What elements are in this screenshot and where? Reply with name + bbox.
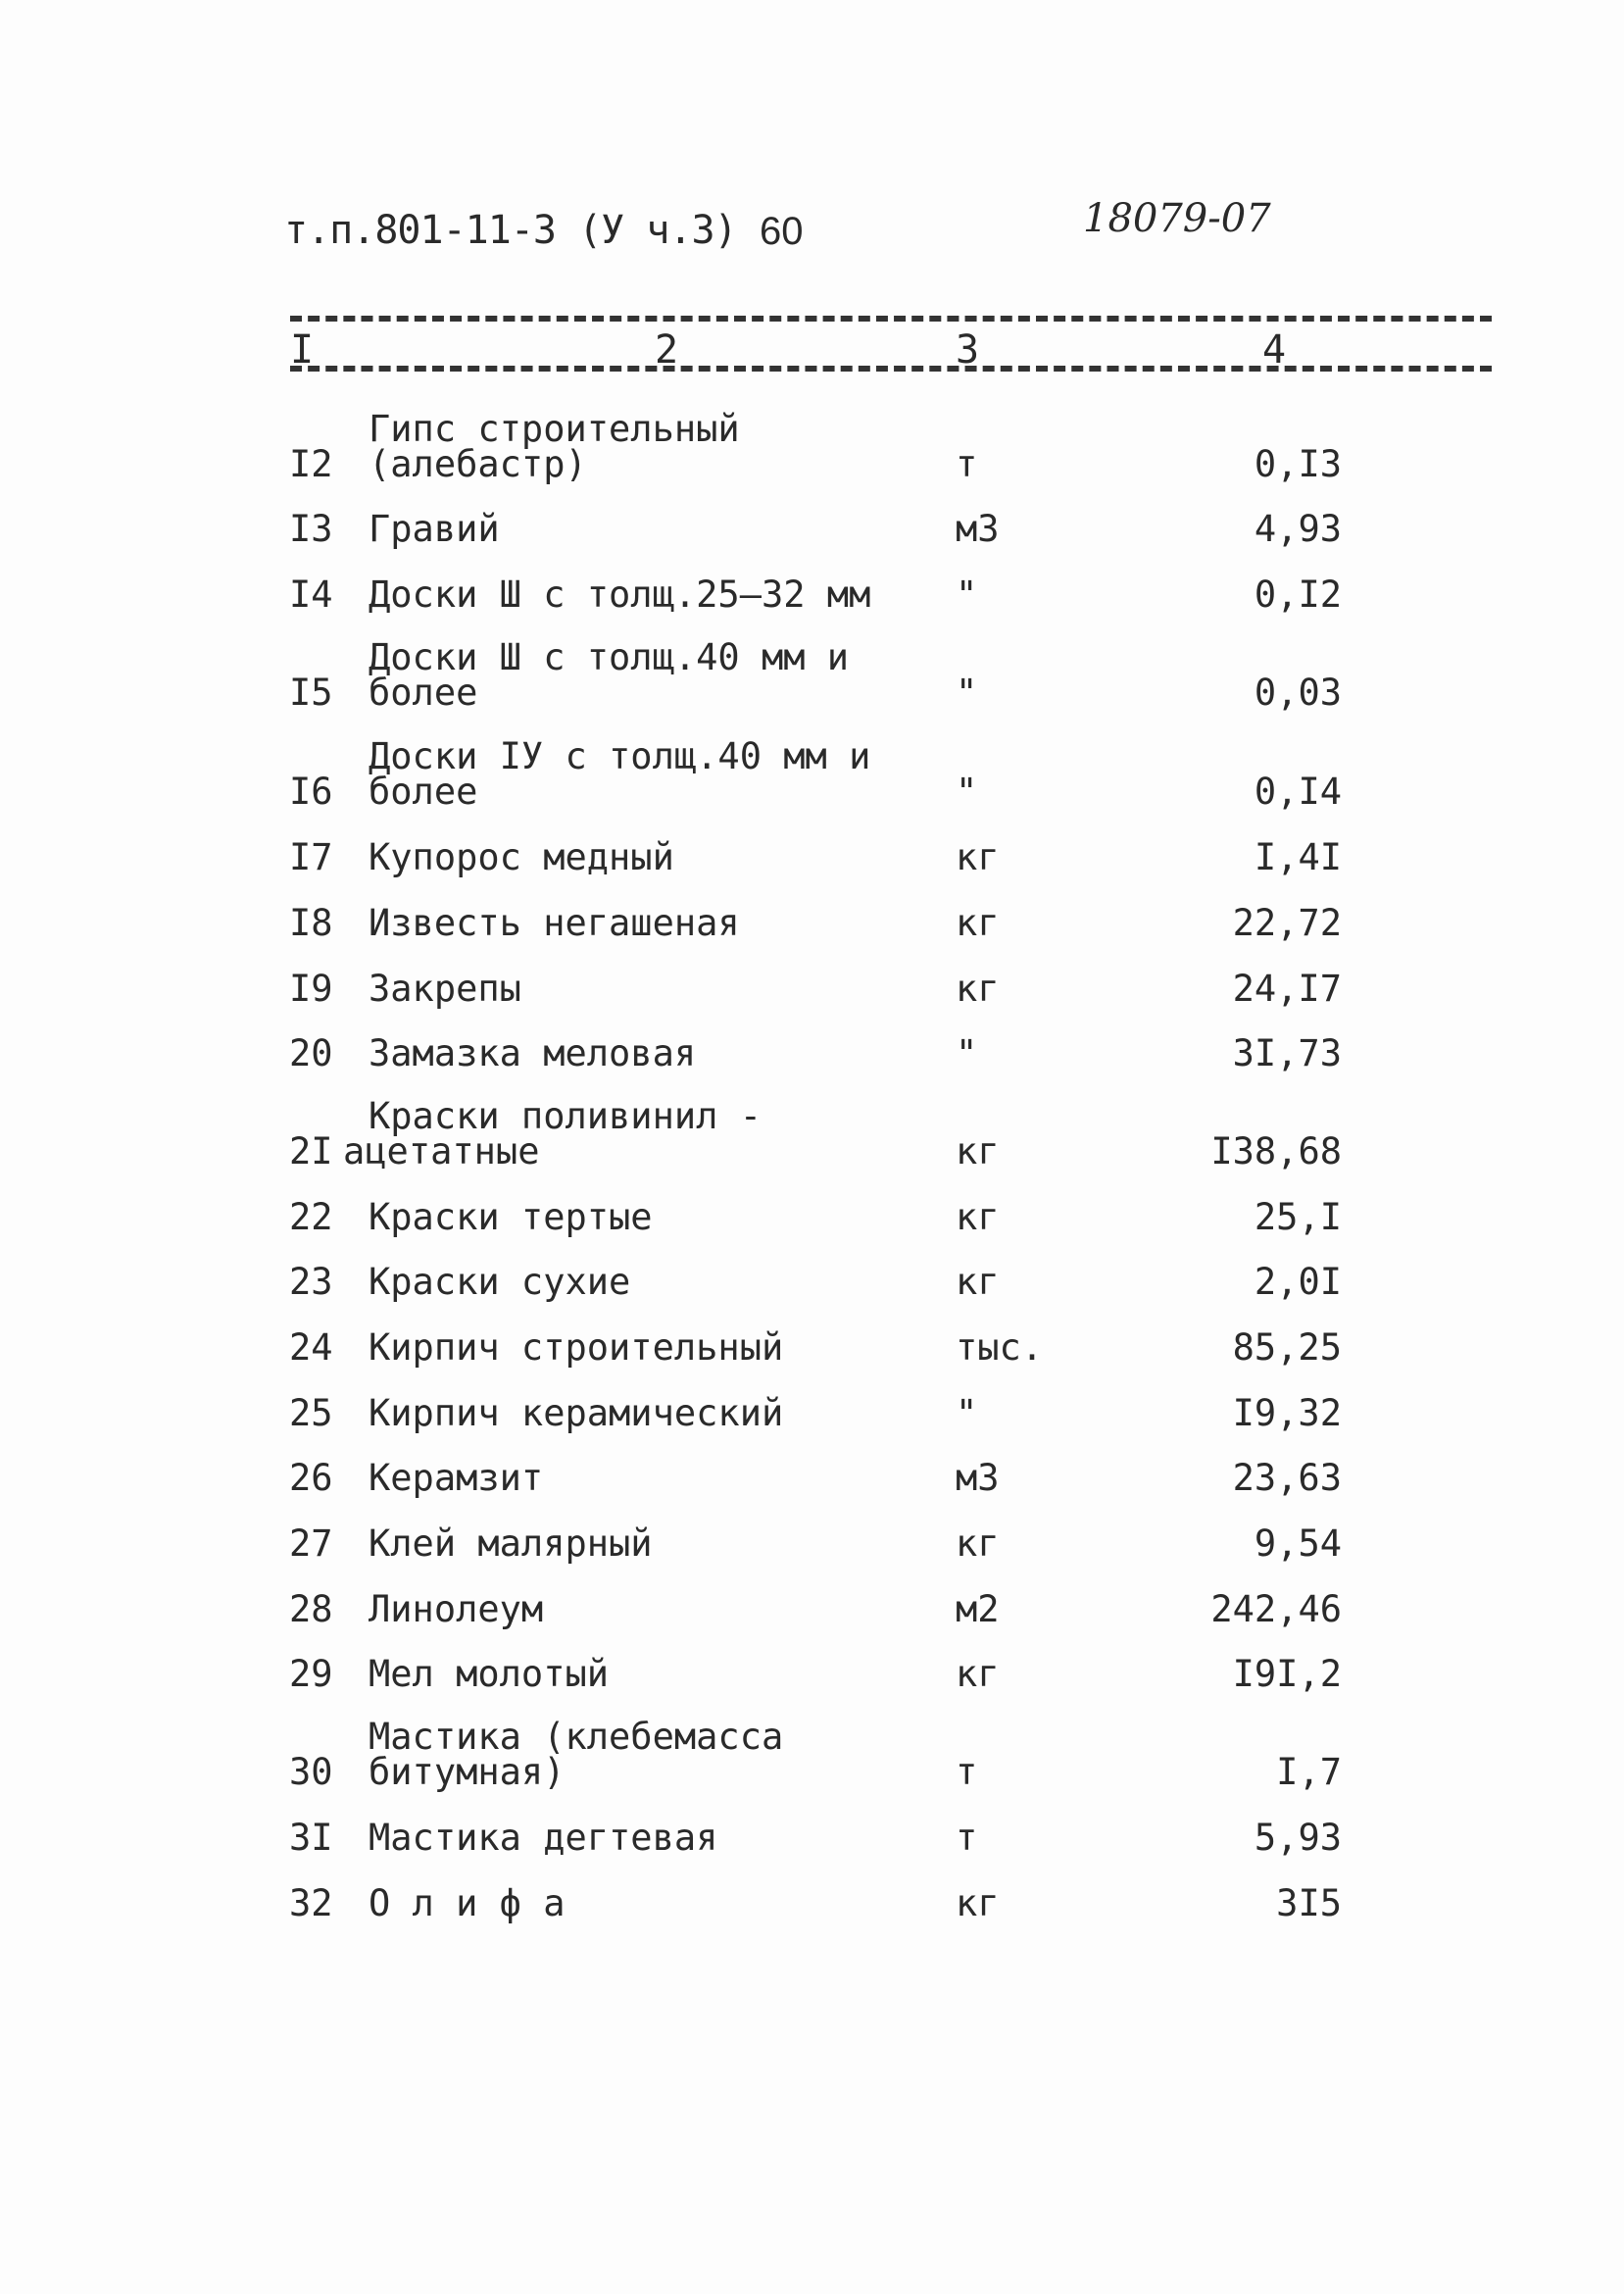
unit: кг	[956, 1522, 1000, 1565]
quantity: 22,72	[1232, 902, 1342, 944]
unit: т	[956, 443, 978, 485]
row-number: I2	[289, 443, 333, 485]
quantity: 85,25	[1232, 1326, 1342, 1369]
table-row	[0, 550, 1624, 616]
document-number: 18079-07	[1083, 196, 1271, 241]
material-name	[369, 1032, 697, 1074]
material-name-line: более	[369, 672, 478, 714]
material-name	[369, 508, 500, 550]
row-number: 2I	[289, 1130, 333, 1172]
row-number: 25	[289, 1392, 333, 1434]
quantity: I9,32	[1232, 1392, 1342, 1434]
unit: кг	[956, 1653, 1000, 1695]
material-name-line: Доски Ш с толщ.40 мм и	[369, 636, 850, 678]
row-number: 20	[289, 1032, 333, 1074]
table-header-rule	[290, 366, 1492, 372]
material-name	[343, 1095, 762, 1172]
material-name	[369, 1817, 718, 1859]
unit: кг	[956, 1196, 1000, 1238]
table-row	[0, 484, 1624, 550]
material-name	[369, 902, 740, 944]
quantity: 24,I7	[1232, 968, 1342, 1010]
table-row	[0, 1303, 1624, 1369]
unit: тыс.	[956, 1326, 1044, 1369]
quantity: 3I5	[1276, 1882, 1342, 1924]
quantity: I,7	[1276, 1751, 1342, 1793]
quantity: 0,I2	[1254, 574, 1342, 616]
quantity: 0,I4	[1254, 771, 1342, 813]
table-row	[0, 944, 1624, 1010]
table-row	[0, 735, 1624, 813]
quantity: 23,63	[1232, 1457, 1342, 1499]
unit: м3	[956, 508, 1000, 550]
unit: "	[956, 672, 978, 714]
material-name-line: Мел молотый	[369, 1653, 610, 1695]
material-name-line: Замазка меловая	[369, 1032, 697, 1074]
table-row	[0, 408, 1624, 485]
unit: кг	[956, 1130, 1000, 1172]
material-name	[369, 408, 740, 485]
unit: кг	[956, 902, 1000, 944]
row-number: 28	[289, 1588, 333, 1630]
row-number: 26	[289, 1457, 333, 1499]
unit: т	[956, 1751, 978, 1793]
material-name-line: Кирпич строительный	[369, 1326, 784, 1369]
quantity: 2,0I	[1254, 1261, 1342, 1303]
unit: м3	[956, 1457, 1000, 1499]
quantity: 242,46	[1210, 1588, 1342, 1630]
material-name	[369, 1653, 610, 1695]
row-number: I4	[289, 574, 333, 616]
material-name	[369, 574, 871, 616]
material-name-line: Мастика (клебемасса	[369, 1716, 784, 1758]
quantity: 4,93	[1254, 508, 1342, 550]
unit: кг	[956, 836, 1000, 878]
material-name-line: Линолеум	[369, 1588, 544, 1630]
unit: "	[956, 771, 978, 813]
material-name-line: Краски сухие	[369, 1261, 631, 1303]
unit: "	[956, 1032, 978, 1074]
row-number: I3	[289, 508, 333, 550]
material-name-line: Мастика дегтевая	[369, 1817, 718, 1859]
row-number: 32	[289, 1882, 333, 1924]
row-number: I9	[289, 968, 333, 1010]
material-name-line: Клей малярный	[369, 1522, 653, 1565]
material-name-line: Гравий	[369, 508, 500, 550]
unit: кг	[956, 968, 1000, 1010]
quantity: I9I,2	[1232, 1653, 1342, 1695]
material-name-line: Краски поливинил -	[369, 1095, 762, 1137]
row-number: 24	[289, 1326, 333, 1369]
material-name-line: Доски IУ с толщ.40 мм и	[369, 735, 871, 777]
quantity: I38,68	[1210, 1130, 1342, 1172]
table-row	[0, 1369, 1624, 1434]
material-name-line: ацетатные	[343, 1130, 540, 1172]
table-row	[0, 1859, 1624, 1924]
material-name-line: Купорос медный	[369, 836, 674, 878]
table-row	[0, 813, 1624, 878]
material-name	[369, 1882, 566, 1924]
table-row	[0, 1433, 1624, 1499]
quantity: 0,03	[1254, 672, 1342, 714]
material-name	[369, 1196, 653, 1238]
unit: кг	[956, 1261, 1000, 1303]
material-name-line: О л и ф а	[369, 1882, 566, 1924]
column-header-2: 2	[655, 327, 679, 373]
material-name	[369, 968, 521, 1010]
material-name	[369, 1588, 544, 1630]
material-name	[369, 636, 850, 714]
row-number: I5	[289, 672, 333, 714]
table-row	[0, 1499, 1624, 1565]
material-name-line: Гипс строительный	[369, 408, 740, 450]
material-name	[369, 1392, 784, 1434]
material-name	[369, 1716, 784, 1793]
quantity: I,4I	[1254, 836, 1342, 878]
table-row	[0, 1716, 1624, 1793]
row-number: I8	[289, 902, 333, 944]
table-row	[0, 1237, 1624, 1303]
material-name-line: более	[369, 771, 478, 813]
unit: т	[956, 1817, 978, 1859]
header-left-code: т.п.801-11-3 (У ч.3)	[284, 208, 737, 253]
table-row	[0, 1095, 1624, 1172]
table-row	[0, 1793, 1624, 1859]
quantity: 0,I3	[1254, 443, 1342, 485]
table-row	[0, 1172, 1624, 1238]
quantity: 25,I	[1254, 1196, 1342, 1238]
unit: м2	[956, 1588, 1000, 1630]
material-name	[369, 836, 674, 878]
material-name	[369, 1261, 631, 1303]
row-number: 22	[289, 1196, 333, 1238]
material-name-line: Кирпич керамический	[369, 1392, 784, 1434]
material-name	[369, 735, 871, 813]
quantity: 3I,73	[1232, 1032, 1342, 1074]
table-row	[0, 1565, 1624, 1630]
column-header-3: 3	[956, 327, 980, 373]
row-number: I7	[289, 836, 333, 878]
quantity: 9,54	[1254, 1522, 1342, 1565]
page-number: 60	[760, 210, 804, 253]
material-name-line: битумная)	[369, 1751, 566, 1793]
material-name	[369, 1326, 784, 1369]
row-number: 30	[289, 1751, 333, 1793]
table-top-rule	[290, 316, 1492, 322]
table-row	[0, 636, 1624, 714]
material-name-line: (алебастр)	[369, 443, 587, 485]
material-name-line: Керамзит	[369, 1457, 544, 1499]
material-name-line: Известь негашеная	[369, 902, 740, 944]
row-number: 23	[289, 1261, 333, 1303]
material-name-line: Краски тертые	[369, 1196, 653, 1238]
material-name	[369, 1522, 653, 1565]
material-name-line: Доски Ш с толщ.25–32 мм	[369, 574, 871, 616]
row-number: 3I	[289, 1817, 333, 1859]
row-number: 29	[289, 1653, 333, 1695]
column-header-1: I	[290, 327, 315, 373]
quantity: 5,93	[1254, 1817, 1342, 1859]
row-number: 27	[289, 1522, 333, 1565]
unit: кг	[956, 1882, 1000, 1924]
row-number: I6	[289, 771, 333, 813]
unit: "	[956, 1392, 978, 1434]
table-row	[0, 878, 1624, 944]
table-row	[0, 1009, 1624, 1072]
material-name-line: Закрепы	[369, 968, 521, 1010]
material-name	[369, 1457, 544, 1499]
table-row	[0, 1629, 1624, 1695]
column-header-4: 4	[1262, 327, 1287, 373]
unit: "	[956, 574, 978, 616]
